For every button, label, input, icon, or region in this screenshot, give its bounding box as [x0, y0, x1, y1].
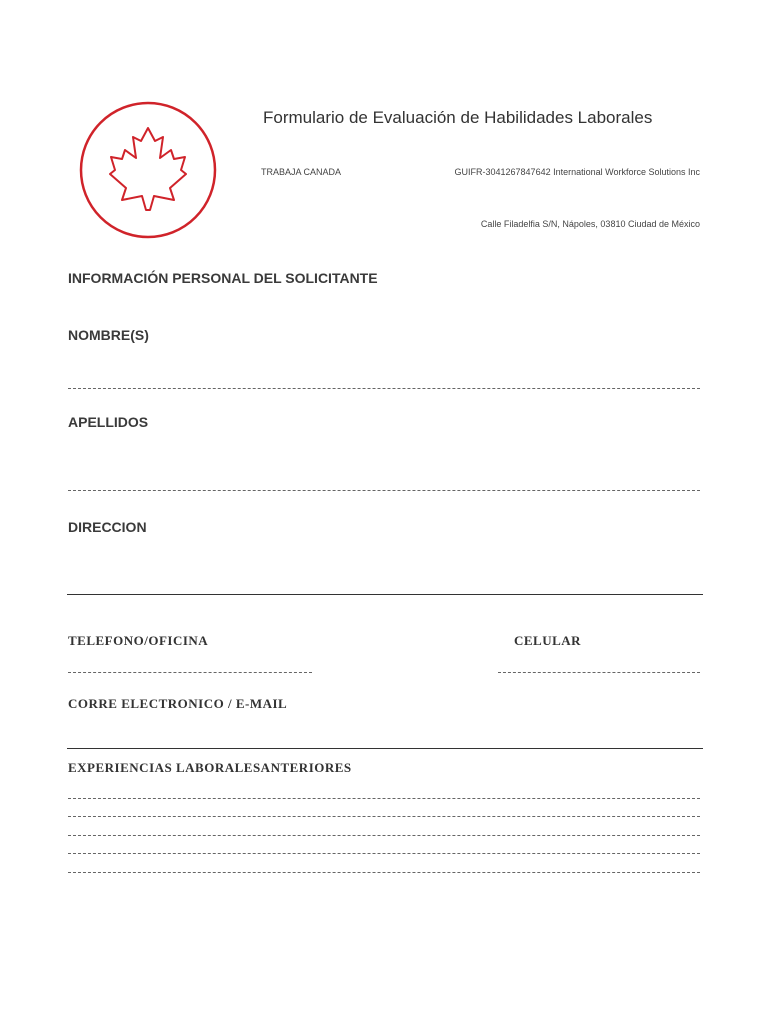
- nombres-field[interactable]: [68, 388, 700, 389]
- section-title: INFORMACIÓN PERSONAL DEL SOLICITANTE: [68, 270, 378, 286]
- experiencias-line-2[interactable]: [68, 816, 700, 817]
- org-address: Calle Filadelfia S/N, Nápoles, 03810 Ciudad de México: [480, 219, 700, 229]
- apellidos-label: APELLIDOS: [68, 414, 149, 430]
- correo-label: CORRE ELECTRONICO / E-MAIL: [68, 696, 288, 711]
- form-reference: GUIFR-3041267847642 International Workforce Solutions Inc: [454, 167, 700, 177]
- org-short-name: TRABAJA CANADA: [261, 167, 342, 177]
- nombres-label: NOMBRE(S): [68, 327, 149, 343]
- experiencias-label: EXPERIENCIAS LABORALESANTERIORES: [68, 760, 352, 775]
- correo-field[interactable]: [67, 748, 703, 749]
- celular-field[interactable]: [498, 672, 700, 673]
- telefono-label: TELEFONO/OFICINA: [68, 633, 209, 648]
- telefono-field[interactable]: [68, 672, 312, 673]
- direccion-label: DIRECCION: [68, 519, 147, 535]
- experiencias-line-1[interactable]: [68, 798, 700, 799]
- experiencias-line-4[interactable]: [68, 853, 700, 854]
- maple-leaf-icon: [78, 100, 218, 240]
- direccion-field[interactable]: [67, 594, 703, 595]
- apellidos-field[interactable]: [68, 490, 700, 491]
- experiencias-line-3[interactable]: [68, 835, 700, 836]
- celular-label: CELULAR: [514, 633, 582, 648]
- logo: [78, 100, 218, 240]
- form-title: Formulario de Evaluación de Habilidades Laborales: [263, 108, 653, 127]
- experiencias-line-5[interactable]: [68, 872, 700, 873]
